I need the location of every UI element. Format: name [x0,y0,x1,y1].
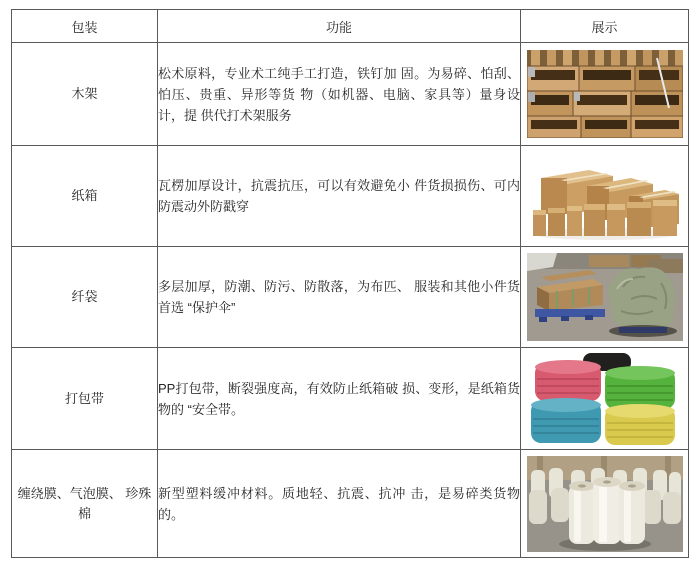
function-description: 多层加厚，防潮、防污、防散落，为布匹、 服装和其他小件货首选 “保护伞” [158,247,521,348]
woven-bags-photo [527,253,683,341]
package-name: 缠绕膜、气泡膜、 珍殊棉 [12,450,158,558]
table-header-row [12,10,689,43]
function-description: 松术原料，专业术工纯手工打造，铁钉加 固。为易碎、怕刮、怕压、贵重、异形等货 物（如机器、电脑、家具等）量身设计，提 供代打术架服务 [158,43,521,146]
function-description: 瓦楞加厚设计，抗震抗压，可以有效避免小 件货损损伤、可内防震动外防戳穿 [158,146,521,247]
table-row [12,43,689,146]
header-function: 功能 [158,10,521,43]
strapping-rolls-photo [527,353,683,445]
package-name: 纸箱 [12,146,158,247]
package-name: 纤袋 [12,247,158,348]
package-name: 木架 [12,43,158,146]
header-package: 包装 [12,10,158,43]
table-row [12,247,689,348]
stretch-film-rolls-photo [527,456,683,552]
table-row [12,348,689,450]
table-row [12,450,689,558]
wooden-crates-photo [527,50,683,138]
cardboard-boxes-photo [527,150,683,242]
function-description: 新型塑料缓冲材料。质地轻、抗震、抗冲 击，是易碎类货物的。 [158,450,521,558]
table-row [12,146,689,247]
header-display: 展示 [521,10,689,43]
packaging-table [11,9,689,558]
function-description: PP打包带，断裂强度高，有效防止纸箱破 损、变形，是纸箱货物的 “安全带。 [158,348,521,450]
package-name: 打包带 [12,348,158,450]
